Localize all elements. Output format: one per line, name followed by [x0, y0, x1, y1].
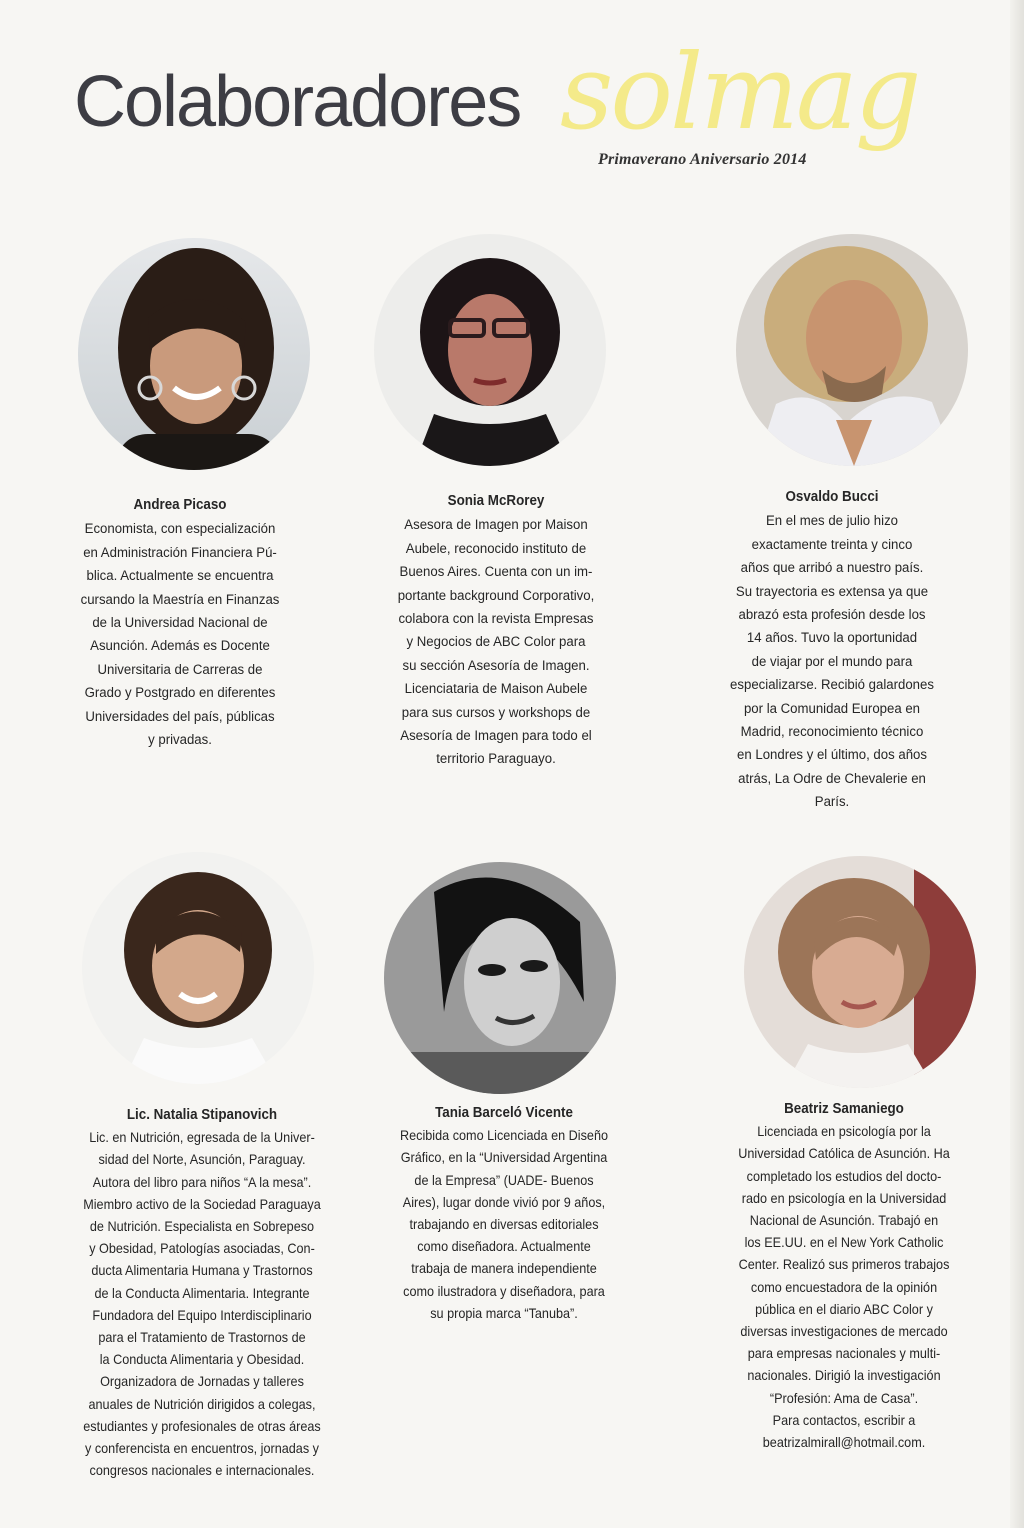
contributor-bio	[683, 510, 981, 814]
bio-line: de la Universidad Nacional de	[92, 615, 268, 632]
bio-line: su sección Asesoría de Imagen.	[402, 657, 590, 674]
portrait-image	[744, 856, 976, 1088]
bio-line: blica. Actualmente se encuentra	[86, 568, 274, 585]
bio-line: sidad del Norte, Asunción, Paraguay.	[98, 1152, 306, 1168]
bio-line: para sus cursos y workshops de	[401, 704, 591, 721]
contributor-name: Beatriz Samaniego	[784, 1101, 904, 1117]
bio-line: pública en el diario ABC Color y	[755, 1301, 933, 1317]
bio-line: por la Comunidad Europea en	[743, 700, 921, 717]
bio-line: nacionales. Dirigió la investigación	[747, 1368, 941, 1384]
bio-line: colabora con la revista Empresas	[398, 611, 594, 628]
bio-line: abrazó esta profesión desde los	[738, 607, 926, 624]
contributor-card	[53, 1104, 351, 1482]
contributor-name: Osvaldo Bucci	[785, 489, 879, 505]
contributor-card	[355, 1102, 653, 1325]
bio-line: rado en psicología en la Universidad	[741, 1190, 947, 1206]
bio-line: Center. Realizó sus primeros trabajos	[738, 1257, 950, 1273]
bio-line: Organizadora de Jornadas y talleres	[100, 1374, 304, 1390]
bio-line: Aubele, reconocido instituto de	[405, 540, 587, 557]
bio-line: y conferencista en encuentros, jornadas y	[84, 1441, 320, 1457]
bio-line: de la Empresa” (UADE- Buenos	[414, 1172, 594, 1188]
bio-line: Para contactos, escribir a	[772, 1412, 916, 1428]
contributor-card	[683, 486, 981, 815]
bio-line: Lic. en Nutrición, egresada de la Univer-	[89, 1130, 315, 1146]
contributor-bio	[347, 514, 645, 771]
bio-line: diversas investigaciones de mercado	[740, 1324, 948, 1340]
bio-line: para el Tratamiento de Trastornos de	[98, 1330, 306, 1346]
page-title: Colaboradores	[74, 62, 521, 142]
bio-line: Madrid, reconocimiento técnico	[740, 724, 924, 741]
contributor-bio	[695, 1121, 993, 1454]
bio-line: territorio Paraguayo.	[436, 751, 556, 768]
bio-line: la Conducta Alimentaria y Obesidad.	[99, 1352, 305, 1368]
bio-line: de la Conducta Alimentaria. Integrante	[94, 1285, 310, 1301]
bio-line: Universitaria de Carreras de	[97, 661, 263, 678]
contributor-photo	[736, 234, 968, 466]
bio-line: Su trayectoria es extensa ya que	[735, 583, 929, 600]
portrait-image	[374, 234, 606, 466]
contributor-card	[31, 494, 329, 752]
bio-line: completado los estudios del docto-	[746, 1168, 942, 1184]
bio-line: estudiantes y profesionales de otras áreas	[83, 1418, 321, 1434]
contributor-bio	[31, 518, 329, 752]
bio-line: Buenos Aires. Cuenta con un im-	[399, 564, 593, 581]
contributor-name: Sonia McRorey	[447, 493, 545, 509]
portrait-image	[384, 862, 616, 1094]
bio-line: y Negocios de ABC Color para	[406, 634, 586, 651]
bio-line: como ilustradora y diseñadora, para	[403, 1283, 605, 1299]
bio-line: Universidades del país, públicas	[85, 708, 275, 725]
bio-line: años que arribó a nuestro país.	[740, 560, 924, 577]
bio-line: beatrizalmirall@hotmail.com.	[762, 1435, 926, 1451]
contributor-photo	[82, 852, 314, 1084]
bio-line: para empresas nacionales y multi-	[747, 1346, 941, 1362]
bio-line: y Obesidad, Patologías asociadas, Con-	[89, 1241, 315, 1257]
bio-line: su propia marca “Tanuba”.	[430, 1305, 578, 1321]
contributor-name: Tania Barceló Vicente	[435, 1105, 573, 1121]
contributor-bio	[53, 1127, 351, 1482]
contributor-photo	[384, 862, 616, 1094]
bio-line: cursando la Maestría en Finanzas	[80, 591, 280, 608]
portrait-image	[82, 852, 314, 1084]
bio-line: como diseñadora. Actualmente	[417, 1239, 591, 1255]
contributor-bio	[355, 1125, 653, 1325]
bio-line: en Administración Financiera Pú-	[83, 544, 277, 561]
page-edge-shadow	[1010, 0, 1024, 1528]
bio-line: Grado y Postgrado en diferentes	[84, 685, 276, 702]
bio-line: Asesora de Imagen por Maison	[404, 517, 588, 534]
bio-line: como encuestadora de la opinión	[750, 1279, 938, 1295]
bio-line: Aires), lugar donde vivió por 9 años,	[402, 1194, 606, 1210]
bio-line: de Nutrición. Especialista en Sobrepeso	[89, 1219, 315, 1235]
bio-line: En el mes de julio hizo	[765, 513, 899, 530]
bio-line: atrás, La Odre de Chevalerie en	[738, 770, 926, 787]
bio-line: ducta Alimentaria Humana y Trastornos	[91, 1263, 313, 1279]
bio-line: Autora del libro para niños “A la mesa”.	[92, 1174, 312, 1190]
bio-line: y privadas.	[148, 732, 212, 749]
contributor-card	[695, 1098, 993, 1454]
contributor-photo	[374, 234, 606, 466]
bio-line: Miembro activo de la Sociedad Paraguaya	[83, 1196, 321, 1212]
bio-line: portante background Corporativo,	[397, 587, 595, 604]
bio-line: Economista, con especialización	[84, 521, 276, 538]
bio-line: trabajando en diversas editoriales	[409, 1217, 599, 1233]
contributor-name: Andrea Picaso	[133, 497, 227, 513]
bio-line: Licenciataria de Maison Aubele	[404, 681, 588, 698]
bio-line: París.	[814, 794, 850, 811]
bio-line: Gráfico, en la “Universidad Argentina	[400, 1150, 608, 1166]
bio-line: Fundadora del Equipo Interdisciplinario	[92, 1307, 312, 1323]
contributor-name: Lic. Natalia Stipanovich	[126, 1107, 278, 1123]
contributor-photo	[78, 238, 310, 470]
bio-line: los EE.UU. en el New York Catholic	[744, 1235, 944, 1251]
bio-line: Asunción. Además es Docente	[90, 638, 270, 655]
brand-logo: solmag	[560, 31, 919, 153]
bio-line: Recibida como Licenciada en Diseño	[399, 1128, 609, 1144]
bio-line: especializarse. Recibió galardones	[730, 677, 934, 694]
bio-line: anuales de Nutrición dirigidos a colegas,	[88, 1396, 316, 1412]
bio-line: Licenciada en psicología por la	[757, 1124, 931, 1140]
bio-line: trabaja de manera independiente	[411, 1261, 597, 1277]
bio-line: “Profesión: Ama de Casa”.	[769, 1390, 919, 1406]
bio-line: de viajar por el mundo para	[751, 653, 913, 670]
portrait-image	[78, 238, 310, 470]
bio-line: Universidad Católica de Asunción. Ha	[738, 1146, 950, 1162]
contributor-photo	[744, 856, 976, 1088]
contributor-card	[347, 490, 645, 772]
bio-line: 14 años. Tuvo la oportunidad	[746, 630, 918, 647]
bio-line: Asesoría de Imagen para todo el	[400, 728, 592, 745]
portrait-image	[736, 234, 968, 466]
bio-line: congresos nacionales e internacionales.	[89, 1463, 315, 1479]
bio-line: exactamente treinta y cinco	[751, 536, 913, 553]
bio-line: Nacional de Asunción. Trabajó en	[749, 1213, 939, 1229]
edition-label: Primaverano Aniversario 2014	[598, 151, 807, 168]
bio-line: en Londres y el último, dos años	[737, 747, 927, 764]
